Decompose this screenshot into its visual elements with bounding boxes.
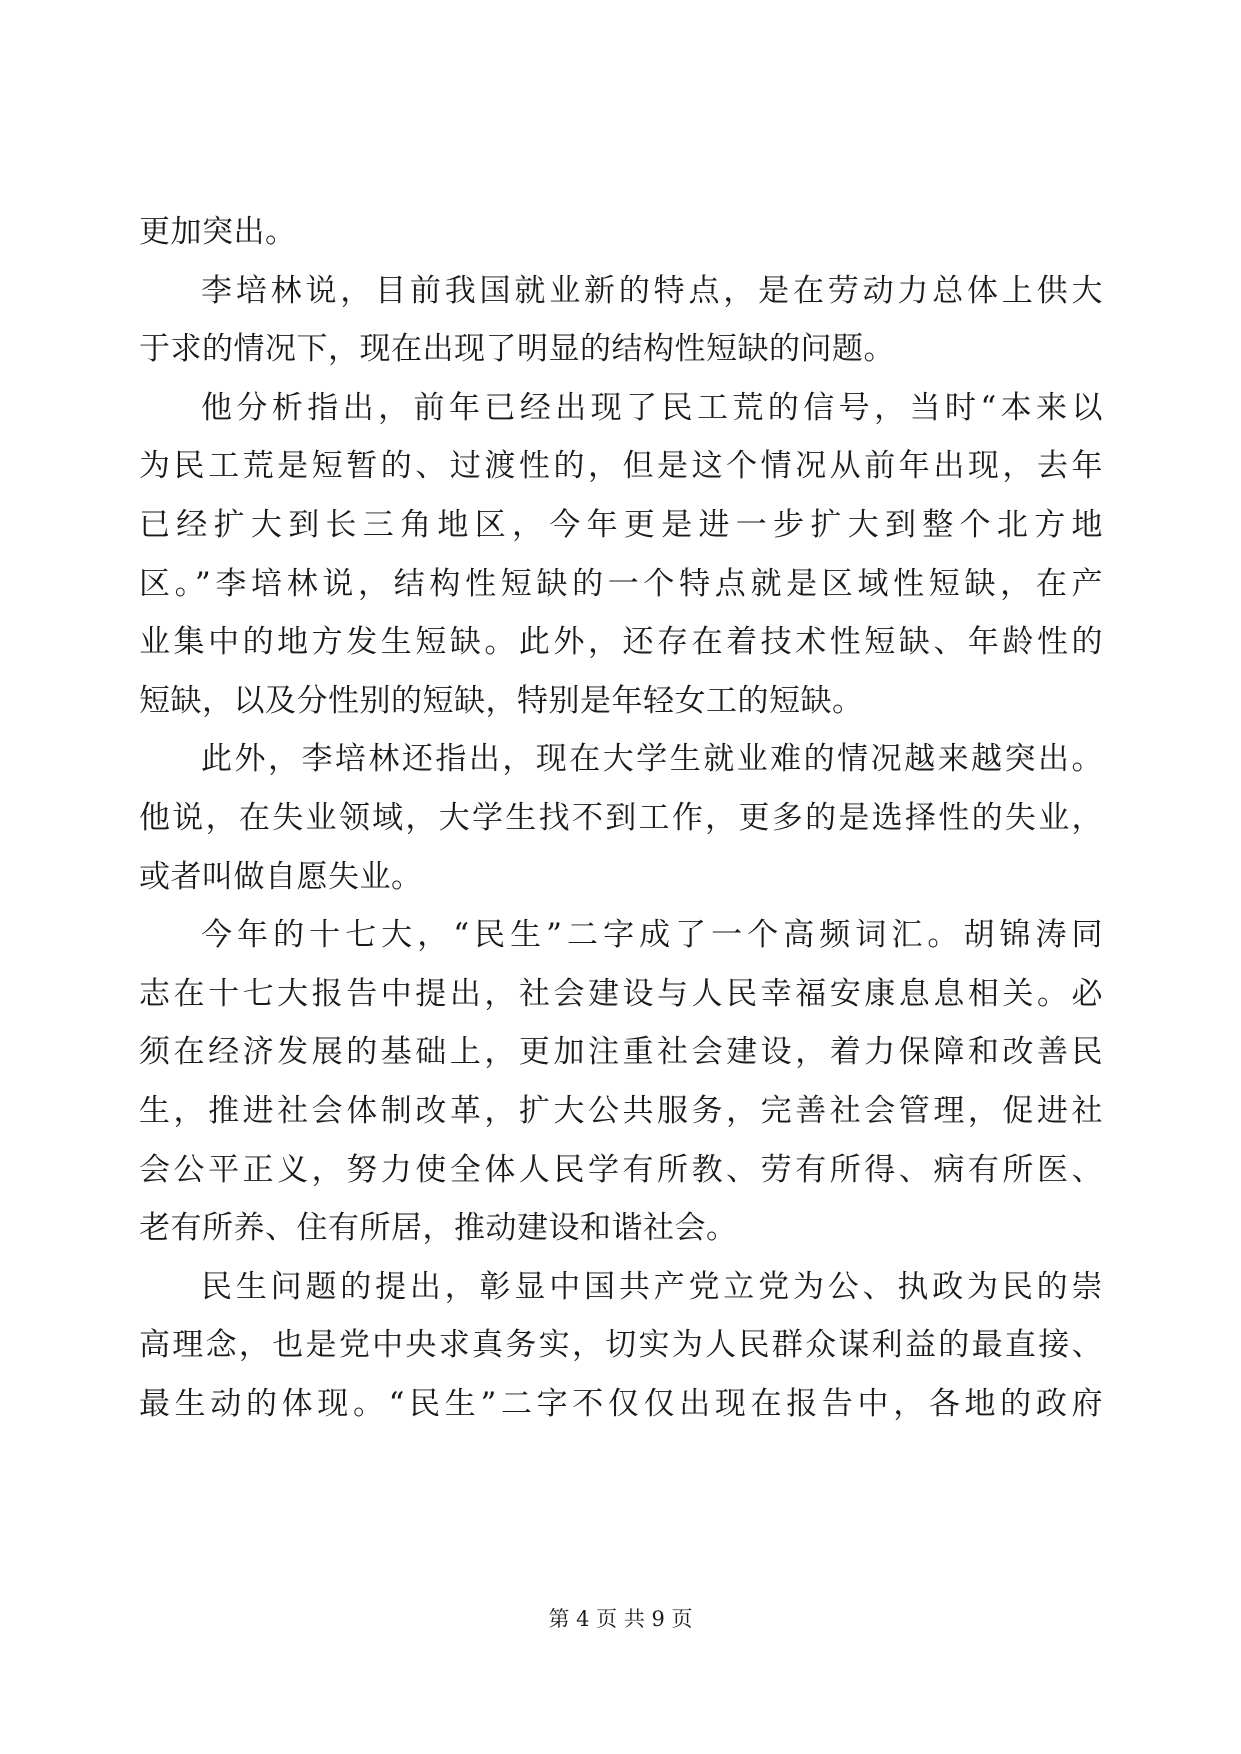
- text-line: 业集中的地方发生短缺。此外，还存在着技术性短缺、年龄性的: [139, 624, 1103, 661]
- paragraph: [139, 203, 1103, 262]
- text-line: 今年的十七大，“民生”二字成了一个高频词汇。胡锦涛同: [201, 917, 1103, 954]
- text-line: 生，推进社会体制改革，扩大公共服务，完善社会管理，促进社: [139, 1092, 1103, 1129]
- text-line: 民生问题的提出，彰显中国共产党立党为公、执政为民的崇: [201, 1268, 1103, 1305]
- page-footer: [0, 1604, 1241, 1634]
- text-line: 他说，在失业领域，大学生找不到工作，更多的是选择性的失业，: [139, 799, 1103, 836]
- text-line: 于求的情况下，现在出现了明显的结构性短缺的问题。: [139, 331, 895, 368]
- text-line: 高理念，也是党中央求真务实，切实为人民群众谋利益的最直接、: [139, 1327, 1103, 1364]
- body-text: [139, 203, 1103, 1433]
- text-line: 短缺，以及分性别的短缺，特别是年轻女工的短缺。: [139, 682, 864, 719]
- paragraph: [139, 379, 1103, 731]
- paragraph: [139, 262, 1103, 379]
- text-line: 更加突出。: [139, 214, 297, 250]
- text-line: 或者叫做自愿失业。: [139, 858, 423, 895]
- text-line: 为民工荒是短暂的、过渡性的，但是这个情况从前年出现，去年: [139, 448, 1103, 485]
- text-line: 此外，李培林还指出，现在大学生就业难的情况越来越突出。: [201, 741, 1103, 778]
- text-line: 已经扩大到长三角地区，今年更是进一步扩大到整个北方地: [139, 506, 1103, 543]
- text-line: 他分析指出，前年已经出现了民工荒的信号，当时“本来以: [201, 389, 1103, 426]
- paragraph: [139, 906, 1103, 1258]
- text-line: 会公平正义，努力使全体人民学有所教、劳有所得、病有所医、: [139, 1151, 1103, 1188]
- text-line: 最生动的体现。“民生”二字不仅仅出现在报告中，各地的政府: [139, 1385, 1103, 1422]
- text-line: 李培林说，目前我国就业新的特点，是在劳动力总体上供大: [201, 272, 1103, 309]
- text-line: 须在经济发展的基础上，更加注重社会建设，着力保障和改善民: [139, 1034, 1103, 1071]
- text-line: 志在十七大报告中提出，社会建设与人民幸福安康息息相关。必: [139, 975, 1103, 1012]
- text-line: 区。”李培林说，结构性短缺的一个特点就是区域性短缺，在产: [139, 565, 1103, 602]
- text-line: 老有所养、住有所居，推动建设和谐社会。: [139, 1210, 738, 1247]
- page-number-label: 第 4 页 共 9 页: [548, 1607, 693, 1631]
- paragraph: [139, 1258, 1103, 1434]
- paragraph: [139, 730, 1103, 906]
